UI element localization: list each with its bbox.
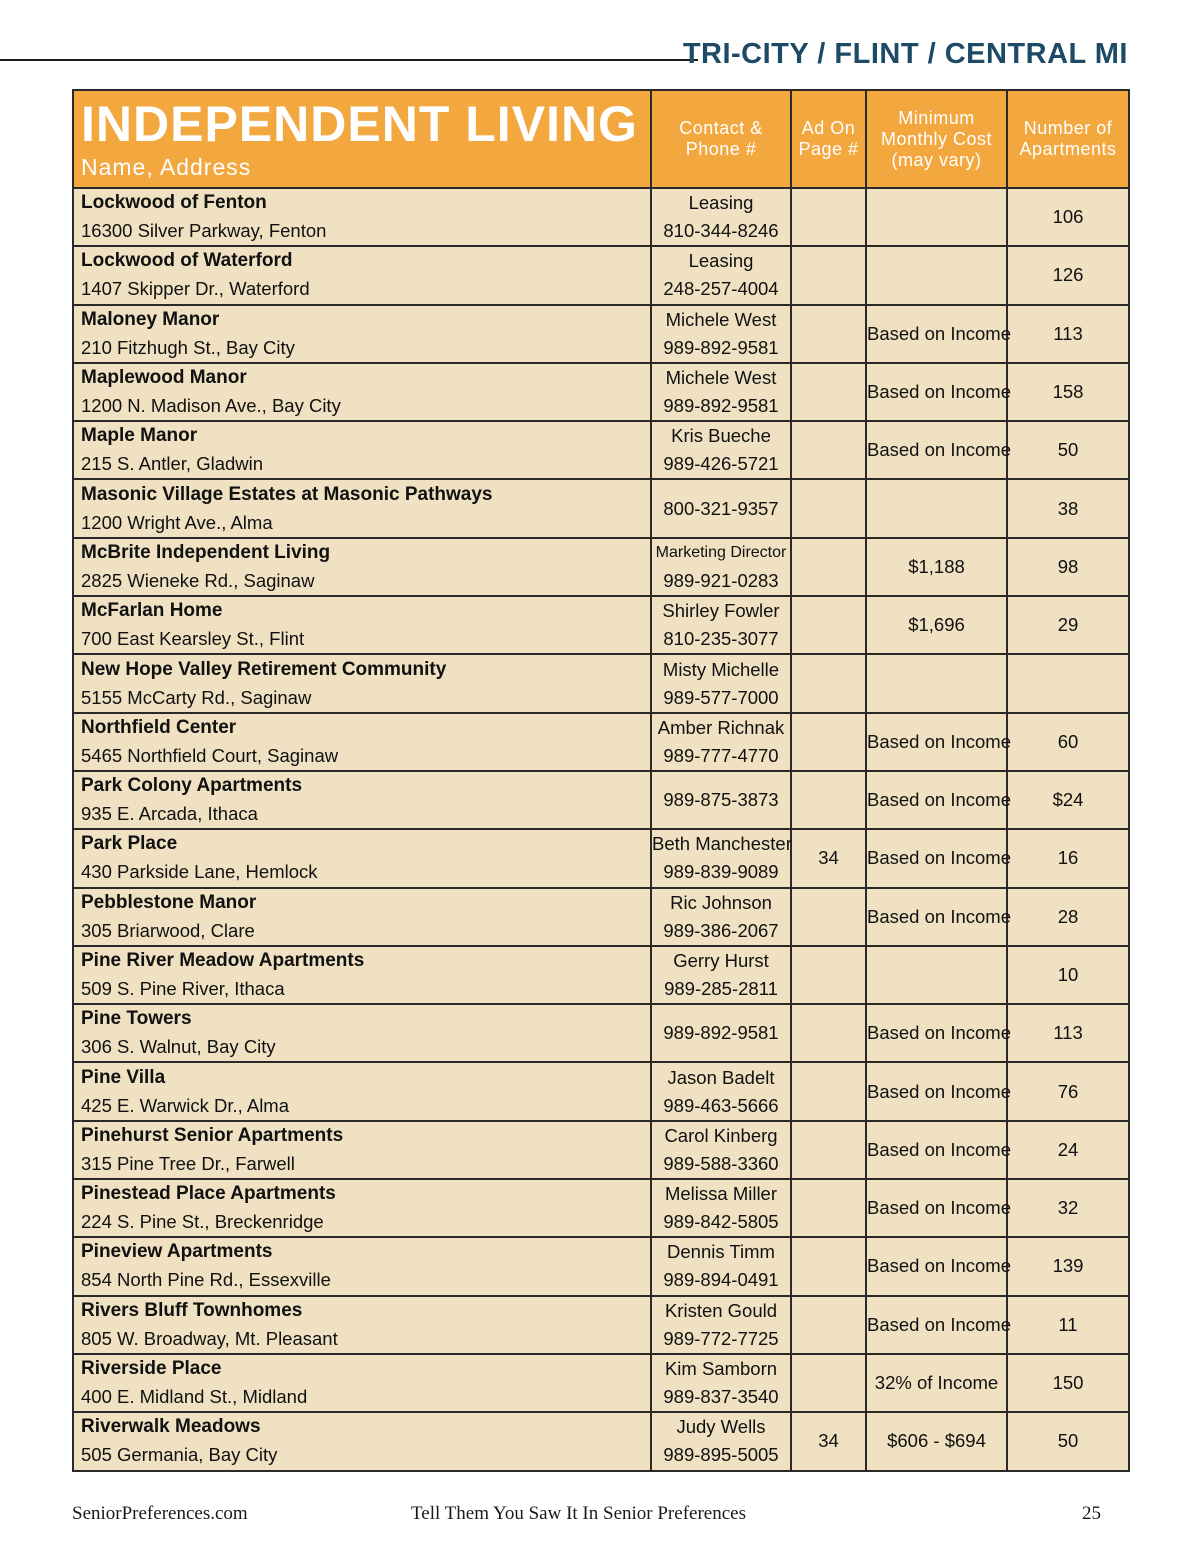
- apartments-cell: 50: [1007, 421, 1129, 479]
- table-row: [73, 1179, 1129, 1237]
- table-row: [73, 538, 1129, 596]
- contact-cell: [651, 246, 791, 304]
- ad-page-cell: [791, 1004, 866, 1062]
- ad-page-cell: [791, 305, 866, 363]
- table-row: [73, 946, 1129, 1004]
- ad-page-cell: [791, 1062, 866, 1120]
- independent-living-table: [72, 89, 1130, 1472]
- monthly-cost-cell: Based on Income: [866, 1004, 1007, 1062]
- facility-address: 854 North Pine Rd., Essexville: [81, 1269, 331, 1291]
- name-address-cell: [73, 888, 651, 946]
- facility-name: Riverwalk Meadows: [81, 1416, 261, 1438]
- contact-cell: [651, 1004, 791, 1062]
- name-address-cell: [73, 479, 651, 537]
- table-row: [73, 713, 1129, 771]
- ad-page-cell: [791, 363, 866, 421]
- ad-page-cell: [791, 188, 866, 246]
- facility-name: Northfield Center: [81, 716, 237, 738]
- facility-name: Maloney Manor: [81, 308, 220, 330]
- header-contact-line1: Contact &: [679, 118, 763, 138]
- facility-address: 400 E. Midland St., Midland: [81, 1386, 308, 1408]
- facility-name: Pine Towers: [81, 1008, 192, 1030]
- apartments-cell: 28: [1007, 888, 1129, 946]
- facility-address: 700 East Kearsley St., Flint: [81, 628, 305, 650]
- facility-address: 425 E. Warwick Dr., Alma: [81, 1094, 290, 1116]
- contact-name: Ric Johnson: [670, 891, 772, 913]
- ad-page-cell: [791, 1237, 866, 1295]
- contact-phone: 989-894-0491: [663, 1269, 779, 1291]
- contact-phone: 989-772-7725: [663, 1327, 779, 1349]
- facility-name: Lockwood of Waterford: [81, 250, 293, 272]
- monthly-cost-cell: Based on Income: [866, 771, 1007, 829]
- apartments-cell: 150: [1007, 1354, 1129, 1412]
- ad-page-cell: [791, 246, 866, 304]
- header-apts-line1: Number of: [1023, 118, 1113, 138]
- apartments-cell: 10: [1007, 946, 1129, 1004]
- apartments-cell: 50: [1007, 1412, 1129, 1470]
- apartments-cell: 113: [1007, 1004, 1129, 1062]
- name-address-cell: [73, 1354, 651, 1412]
- contact-phone: 810-344-8246: [663, 220, 779, 242]
- facility-address: 1200 N. Madison Ave., Bay City: [81, 395, 341, 417]
- facility-name: Park Place: [81, 833, 178, 855]
- contact-cell: [651, 479, 791, 537]
- footer-tagline: Tell Them You Saw It In Senior Preferences: [411, 1503, 746, 1524]
- ad-page-cell: [791, 888, 866, 946]
- apartments-cell: 60: [1007, 713, 1129, 771]
- contact-name: Kris Bueche: [671, 425, 771, 447]
- table-row: [73, 596, 1129, 654]
- contact-name: Shirley Fowler: [662, 600, 780, 622]
- contact-name: Amber Richnak: [657, 716, 785, 738]
- header-cost-line2: Monthly Cost: [880, 128, 993, 149]
- contact-name: Gerry Hurst: [673, 950, 769, 971]
- name-address-cell: [73, 421, 651, 479]
- facility-name: McFarlan Home: [81, 600, 223, 622]
- facility-address: 505 Germania, Bay City: [81, 1444, 278, 1466]
- monthly-cost-cell: [866, 946, 1007, 1004]
- facility-address: 224 S. Pine St., Breckenridge: [81, 1211, 324, 1233]
- table-row: [73, 363, 1129, 421]
- contact-phone: 989-285-2811: [664, 978, 778, 999]
- facility-address: 430 Parkside Lane, Hemlock: [81, 861, 318, 883]
- monthly-cost-cell: Based on Income: [866, 1179, 1007, 1237]
- apartments-cell: 98: [1007, 538, 1129, 596]
- name-address-cell: [73, 363, 651, 421]
- table-row: [73, 188, 1129, 246]
- name-address-cell: [73, 1062, 651, 1120]
- apartments-cell: [1007, 654, 1129, 712]
- contact-phone: 989-892-9581: [663, 336, 779, 358]
- contact-phone: 989-577-7000: [663, 686, 779, 708]
- monthly-cost-cell: [866, 188, 1007, 246]
- contact-cell: [651, 363, 791, 421]
- table-row: [73, 1296, 1129, 1354]
- table-row: [73, 829, 1129, 887]
- name-address-cell: [73, 1004, 651, 1062]
- name-address-cell: [73, 1237, 651, 1295]
- table-row: [73, 1237, 1129, 1295]
- contact-cell: [651, 1412, 791, 1470]
- name-address-cell: [73, 1412, 651, 1470]
- contact-cell: [651, 713, 791, 771]
- ad-page-cell: 34: [791, 829, 866, 887]
- header-cost-line1: Minimum: [898, 107, 975, 128]
- table-row: [73, 888, 1129, 946]
- facility-name: Pebblestone Manor: [81, 891, 257, 913]
- facility-address: 315 Pine Tree Dr., Farwell: [81, 1152, 295, 1174]
- ad-page-cell: [791, 1296, 866, 1354]
- top-divider-rule: [0, 59, 698, 61]
- facility-address: 210 Fitzhugh St., Bay City: [81, 336, 295, 358]
- table-row: [73, 421, 1129, 479]
- contact-cell: [651, 1354, 791, 1412]
- table-row: [73, 246, 1129, 304]
- apartments-cell: 76: [1007, 1062, 1129, 1120]
- monthly-cost-cell: Based on Income: [866, 1296, 1007, 1354]
- facility-name: Masonic Village Estates at Masonic Pathways: [81, 483, 493, 505]
- facility-name: Pineview Apartments: [81, 1241, 273, 1263]
- contact-name: Kristen Gould: [664, 1299, 778, 1321]
- contact-phone: 989-426-5721: [663, 453, 779, 475]
- ad-page-cell: [791, 654, 866, 712]
- monthly-cost-cell: Based on Income: [866, 829, 1007, 887]
- header-ad-page: [791, 90, 866, 188]
- name-address-cell: [73, 654, 651, 712]
- contact-name: Kim Samborn: [664, 1358, 778, 1380]
- header-apartments: [1007, 90, 1129, 188]
- table-row: [73, 1121, 1129, 1179]
- section-title: INDEPENDENT LIVING: [81, 96, 638, 152]
- apartments-cell: 158: [1007, 363, 1129, 421]
- contact-name: Michele West: [665, 308, 777, 330]
- contact-cell: [651, 596, 791, 654]
- monthly-cost-cell: Based on Income: [866, 305, 1007, 363]
- header-monthly-cost: [866, 90, 1007, 188]
- facility-address: 2825 Wieneke Rd., Saginaw: [81, 569, 315, 591]
- table-row: [73, 771, 1129, 829]
- facility-name: Riverside Place: [81, 1358, 222, 1380]
- contact-cell: [651, 421, 791, 479]
- ad-page-cell: [791, 1179, 866, 1237]
- ad-page-cell: [791, 596, 866, 654]
- apartments-cell: 38: [1007, 479, 1129, 537]
- facility-address: 1200 Wright Ave., Alma: [81, 511, 273, 533]
- facility-name: Pinehurst Senior Apartments: [81, 1124, 344, 1146]
- monthly-cost-cell: $606 - $694: [866, 1412, 1007, 1470]
- contact-cell: [651, 1237, 791, 1295]
- apartments-cell: 32: [1007, 1179, 1129, 1237]
- facility-address: 5465 Northfield Court, Saginaw: [81, 744, 339, 766]
- apartments-cell: 16: [1007, 829, 1129, 887]
- facility-name: McBrite Independent Living: [81, 541, 331, 563]
- facility-address: 306 S. Walnut, Bay City: [81, 1036, 276, 1058]
- name-address-cell: [73, 188, 651, 246]
- facility-name: Pinestead Place Apartments: [81, 1183, 336, 1205]
- monthly-cost-cell: Based on Income: [866, 888, 1007, 946]
- monthly-cost-cell: [866, 246, 1007, 304]
- facility-name: Pine River Meadow Apartments: [81, 950, 365, 971]
- contact-name: Melissa Miller: [664, 1183, 778, 1205]
- name-address-cell: [73, 246, 651, 304]
- contact-phone: 989-588-3360: [663, 1152, 779, 1174]
- contact-phone: 989-895-5005: [663, 1444, 779, 1466]
- table-row: [73, 654, 1129, 712]
- name-address-cell: [73, 771, 651, 829]
- contact-phone: 989-777-4770: [663, 744, 779, 766]
- ad-page-cell: [791, 946, 866, 1004]
- facility-name: Maplewood Manor: [81, 367, 247, 389]
- apartments-cell: $24: [1007, 771, 1129, 829]
- ad-page-cell: [791, 421, 866, 479]
- contact-name: Misty Michelle: [662, 658, 780, 680]
- table-row: [73, 1354, 1129, 1412]
- ad-page-cell: [791, 1121, 866, 1179]
- monthly-cost-cell: Based on Income: [866, 421, 1007, 479]
- apartments-cell: 29: [1007, 596, 1129, 654]
- facility-name: Pine Villa: [81, 1066, 166, 1088]
- apartments-cell: 24: [1007, 1121, 1129, 1179]
- table-row: [73, 1004, 1129, 1062]
- monthly-cost-cell: [866, 654, 1007, 712]
- contact-cell: [651, 1121, 791, 1179]
- contact-name: Judy Wells: [676, 1416, 766, 1438]
- contact-name: Michele West: [665, 367, 777, 389]
- facility-name: Park Colony Apartments: [81, 775, 303, 797]
- contact-phone: 989-875-3873: [663, 789, 779, 811]
- contact-phone: 248-257-4004: [663, 278, 779, 300]
- apartments-cell: 106: [1007, 188, 1129, 246]
- facility-name: New Hope Valley Retirement Community: [81, 658, 447, 680]
- name-address-cell: [73, 946, 651, 1004]
- table-header-row: [73, 90, 1129, 188]
- facility-address: 16300 Silver Parkway, Fenton: [81, 220, 327, 242]
- contact-cell: [651, 1296, 791, 1354]
- ad-page-cell: [791, 479, 866, 537]
- facility-address: 215 S. Antler, Gladwin: [81, 453, 264, 475]
- header-contact-line2: Phone #: [685, 139, 757, 159]
- name-address-cell: [73, 538, 651, 596]
- name-address-cell: [73, 1121, 651, 1179]
- monthly-cost-cell: [866, 479, 1007, 537]
- contact-phone: 989-839-9089: [663, 861, 779, 883]
- contact-phone: 810-235-3077: [663, 628, 779, 650]
- contact-phone: 989-837-3540: [663, 1386, 779, 1408]
- monthly-cost-cell: $1,188: [866, 538, 1007, 596]
- contact-phone: 989-463-5666: [663, 1094, 779, 1116]
- contact-name: Marketing Director: [655, 543, 787, 561]
- contact-cell: [651, 946, 791, 1004]
- name-address-cell: [73, 596, 651, 654]
- facility-name: Maple Manor: [81, 425, 198, 447]
- facility-address: 935 E. Arcada, Ithaca: [81, 803, 258, 825]
- table-row: [73, 1412, 1129, 1470]
- facility-address: 305 Briarwood, Clare: [81, 919, 255, 941]
- monthly-cost-cell: Based on Income: [866, 1237, 1007, 1295]
- name-address-cell: [73, 305, 651, 363]
- contact-cell: [651, 1062, 791, 1120]
- contact-name: Dennis Timm: [667, 1241, 775, 1263]
- facility-address: 805 W. Broadway, Mt. Pleasant: [81, 1327, 338, 1349]
- facility-address: 509 S. Pine River, Ithaca: [81, 978, 285, 999]
- facility-address: 5155 McCarty Rd., Saginaw: [81, 686, 312, 708]
- ad-page-cell: 34: [791, 1412, 866, 1470]
- apartments-cell: 126: [1007, 246, 1129, 304]
- page-number: 25: [1082, 1503, 1101, 1524]
- name-address-cell: [73, 713, 651, 771]
- contact-phone: 989-921-0283: [663, 569, 779, 591]
- contact-phone: 989-892-9581: [663, 1022, 779, 1044]
- footer-website: SeniorPreferences.com: [72, 1503, 248, 1524]
- ad-page-cell: [791, 771, 866, 829]
- name-address-cell: [73, 1179, 651, 1237]
- apartments-cell: 11: [1007, 1296, 1129, 1354]
- contact-name: Leasing: [688, 192, 754, 214]
- monthly-cost-cell: $1,696: [866, 596, 1007, 654]
- table-row: [73, 1062, 1129, 1120]
- ad-page-cell: [791, 1354, 866, 1412]
- contact-phone: 800-321-9357: [663, 497, 779, 519]
- contact-phone: 989-892-9581: [663, 395, 779, 417]
- monthly-cost-cell: Based on Income: [866, 1121, 1007, 1179]
- monthly-cost-cell: Based on Income: [866, 363, 1007, 421]
- facility-address: 1407 Skipper Dr., Waterford: [81, 278, 310, 300]
- contact-name: Jason Badelt: [667, 1066, 775, 1088]
- apartments-cell: 113: [1007, 305, 1129, 363]
- contact-name: Leasing: [688, 250, 754, 272]
- table-row: [73, 305, 1129, 363]
- header-contact: [651, 90, 791, 188]
- name-address-cell: [73, 1296, 651, 1354]
- header-cost-line3: (may vary): [891, 149, 982, 170]
- facility-name: Rivers Bluff Townhomes: [81, 1299, 303, 1321]
- header-ad-line2: Page #: [798, 139, 859, 159]
- header-apts-line2: Apartments: [1019, 139, 1117, 159]
- ad-page-cell: [791, 713, 866, 771]
- region-title: TRI-CITY / FLINT / CENTRAL MI: [682, 38, 1128, 70]
- monthly-cost-cell: 32% of Income: [866, 1354, 1007, 1412]
- monthly-cost-cell: Based on Income: [866, 1062, 1007, 1120]
- section-subtitle: Name, Address: [81, 154, 252, 180]
- contact-phone: 989-386-2067: [663, 919, 779, 941]
- monthly-cost-cell: Based on Income: [866, 713, 1007, 771]
- header-name-address: [73, 90, 651, 188]
- contact-cell: [651, 305, 791, 363]
- contact-phone: 989-842-5805: [663, 1211, 779, 1233]
- contact-cell: [651, 188, 791, 246]
- contact-cell: [651, 771, 791, 829]
- contact-cell: [651, 654, 791, 712]
- facility-name: Lockwood of Fenton: [81, 192, 267, 214]
- name-address-cell: [73, 829, 651, 887]
- table-row: [73, 479, 1129, 537]
- contact-cell: [651, 538, 791, 596]
- contact-cell: [651, 829, 791, 887]
- ad-page-cell: [791, 538, 866, 596]
- contact-name: Beth Manchester: [652, 833, 792, 855]
- header-ad-line1: Ad On: [801, 118, 856, 138]
- contact-cell: [651, 888, 791, 946]
- contact-cell: [651, 1179, 791, 1237]
- listing-rows: [73, 188, 1129, 1471]
- apartments-cell: 139: [1007, 1237, 1129, 1295]
- contact-name: Carol Kinberg: [664, 1124, 778, 1146]
